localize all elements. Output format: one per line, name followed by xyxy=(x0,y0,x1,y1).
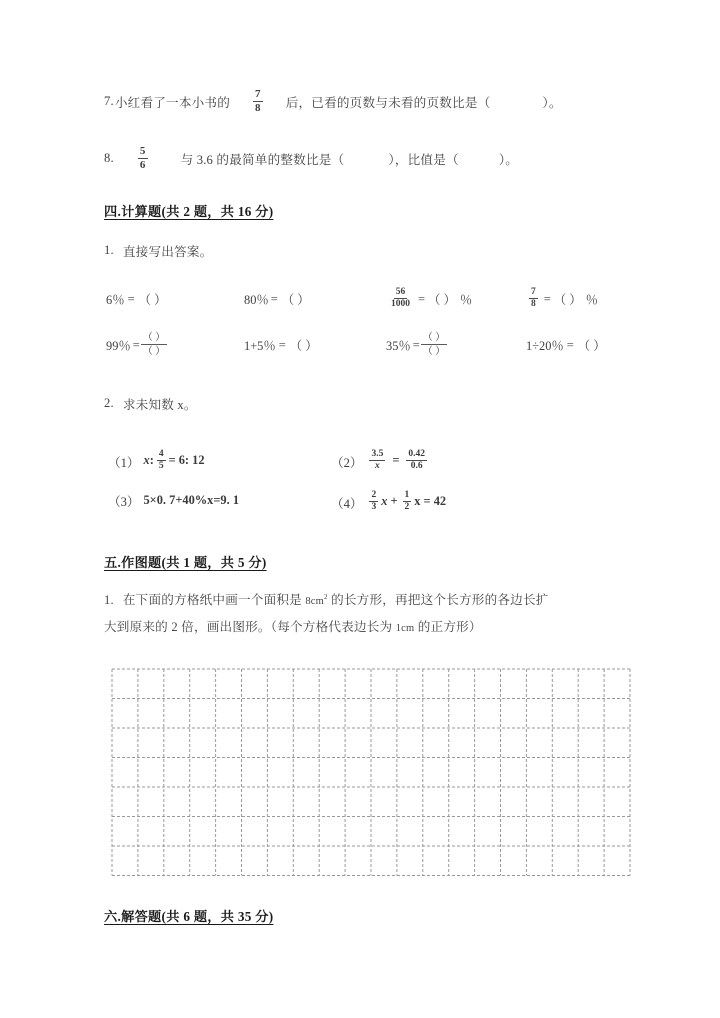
fraction-denominator: 8 xyxy=(531,299,536,309)
grid-svg[interactable] xyxy=(111,668,631,877)
question-7 xyxy=(104,89,562,114)
drawing-question-text-b: 的长方形，再把这个长方形的各边长扩 xyxy=(327,593,549,608)
fraction-numerator: 2 xyxy=(369,491,378,503)
calc-equals: = xyxy=(418,291,425,306)
fraction-5-6 xyxy=(138,146,148,171)
calc-suffix: ％ xyxy=(459,293,473,307)
fraction-2-3 xyxy=(369,491,378,513)
calc-equals: = xyxy=(127,291,135,306)
fraction-4-5 xyxy=(157,450,166,472)
answer-fraction-blank[interactable] xyxy=(141,332,168,358)
equation-4-body xyxy=(366,491,446,513)
subsection-2-text: 求未知数 x。 xyxy=(122,398,197,412)
calc-answer-blank[interactable]: （ ） xyxy=(553,293,582,307)
fraction-numerator: 5 xyxy=(139,144,146,157)
subsection-2-number: 2. xyxy=(104,396,114,410)
calc-answer-blank[interactable]: （ ） xyxy=(577,339,606,353)
ratio-colon: : xyxy=(149,452,154,467)
calc-cell-1plus5pct[interactable] xyxy=(244,336,386,354)
section-heading-six: 六.解答题(共 6 题，共 35 分) xyxy=(104,909,274,924)
equals-sign: = xyxy=(392,452,400,467)
area-value: 8cm xyxy=(305,596,325,608)
fraction-7-8 xyxy=(253,89,263,114)
calc-lhs: 35％ xyxy=(386,339,411,353)
equation-3-body: 5×0. 7+40%x=9. 1 xyxy=(143,493,240,507)
calc-equals: = xyxy=(412,337,420,352)
fraction-denominator: 0.6 xyxy=(410,461,423,471)
calc-equals: = xyxy=(270,291,278,306)
fraction-denominator: x xyxy=(375,461,380,471)
fraction-denominator-blank[interactable]: （ ） xyxy=(422,346,446,357)
subsection-2-label xyxy=(104,394,197,413)
fraction-denominator: 2 xyxy=(404,502,410,512)
equation-2-label: （2） xyxy=(331,455,363,470)
calc-cell-99pct[interactable] xyxy=(106,332,244,358)
fraction-denominator: 8 xyxy=(255,101,261,114)
fraction-0p42-0p6 xyxy=(406,450,427,472)
calc-cell-80pct[interactable] xyxy=(244,290,386,308)
calc-lhs: 6％ xyxy=(106,293,125,307)
equation-2-body xyxy=(366,450,430,472)
equation-3-label: （3） xyxy=(108,495,140,509)
question-8 xyxy=(104,146,518,171)
question-8-number: 8. xyxy=(104,151,114,165)
equation-2 xyxy=(331,450,430,472)
subsection-1-number: 1. xyxy=(104,243,114,257)
calc-equals: = xyxy=(278,337,286,352)
calc-equals: = xyxy=(566,337,574,352)
fraction-denominator: 5 xyxy=(158,461,164,471)
subsection-1-label xyxy=(104,241,212,260)
fraction-numerator-blank[interactable]: （ ） xyxy=(141,332,168,346)
fraction-numerator-blank[interactable]: （ ） xyxy=(421,332,448,346)
calc-lhs: 80％ xyxy=(244,293,269,307)
calc-answer-blank[interactable]: （ ） xyxy=(138,293,167,307)
calc-cell-35pct[interactable] xyxy=(386,332,526,358)
question-8-text-after: 与 3.6 的最简单的整数比是（ xyxy=(180,153,345,167)
fraction-denominator: 6 xyxy=(139,158,146,171)
equation-1 xyxy=(108,450,205,472)
calc-cell-6pct[interactable] xyxy=(106,290,244,308)
calc-lhs: 1÷20％ xyxy=(526,339,564,353)
variable-x: x xyxy=(143,452,150,467)
fraction-numerator: 3.5 xyxy=(369,450,385,462)
calc-cell-56-1000[interactable] xyxy=(386,288,526,310)
fraction-1-2 xyxy=(403,491,412,513)
fraction-denominator: 3 xyxy=(371,502,377,512)
calc-answer-blank[interactable]: （ ） xyxy=(428,293,456,307)
calc-answer-blank[interactable]: （ ） xyxy=(281,293,310,307)
calc-equals: = xyxy=(132,337,140,352)
calc-row-1 xyxy=(106,288,644,310)
question-7-text-end: ）。 xyxy=(542,96,562,110)
equation-4-rhs: x = 42 xyxy=(414,493,447,508)
question-8-text-end: ）。 xyxy=(498,153,519,167)
fraction-56-1000 xyxy=(389,288,412,310)
answer-fraction-blank[interactable] xyxy=(421,332,448,358)
graph-paper-grid[interactable] xyxy=(111,668,629,875)
fraction-denominator-blank[interactable]: （ ） xyxy=(142,346,166,357)
question-7-text-before: 小红看了一本小书的 xyxy=(114,96,231,110)
calc-row-2 xyxy=(106,332,644,358)
question-7-number: 7. xyxy=(104,94,114,108)
drawing-question-number: 1. xyxy=(104,593,114,608)
calc-suffix: ％ xyxy=(585,293,599,307)
equation-3 xyxy=(108,491,239,510)
section-heading-five: 五.作图题(共 1 题，共 5 分) xyxy=(104,555,267,570)
fraction-numerator: 4 xyxy=(157,450,166,462)
length-unit: 1cm xyxy=(395,623,415,634)
variable-x: x xyxy=(381,493,388,508)
section-heading-four: 四.计算题(共 2 题，共 16 分) xyxy=(104,204,274,219)
fraction-numerator: 7 xyxy=(529,288,538,300)
drawing-question-text-a: 在下面的方格纸中画一个面积是 xyxy=(122,593,306,608)
plus-sign: + xyxy=(390,493,398,508)
calc-lhs: 99％ xyxy=(106,339,131,353)
equation-4-label: （4） xyxy=(331,496,363,511)
question-8-text-mid: ），比值是（ xyxy=(388,153,459,167)
fraction-numerator: 7 xyxy=(255,87,261,100)
calc-answer-blank[interactable]: （ ） xyxy=(289,339,318,353)
drawing-question-line-2 xyxy=(104,612,482,644)
calc-cell-1div20pct[interactable] xyxy=(526,336,606,354)
equation-4 xyxy=(331,491,446,513)
fraction-7-8 xyxy=(529,288,538,310)
fraction-numerator: 56 xyxy=(394,288,408,300)
question-7-text-after: 后，已看的页数与未看的页数比是（ xyxy=(285,96,491,110)
equation-1-rhs: = 6: 12 xyxy=(168,452,205,467)
equation-1-label: （1） xyxy=(108,455,140,470)
subsection-1-text: 直接写出答案。 xyxy=(122,245,213,259)
fraction-denominator: 1000 xyxy=(391,299,410,309)
calc-cell-7-8[interactable] xyxy=(526,288,598,310)
fraction-numerator: 1 xyxy=(403,491,412,503)
area-superscript: 2 xyxy=(324,593,328,601)
equation-1-body xyxy=(143,450,204,472)
calc-equals: = xyxy=(543,291,551,306)
drawing-question-text-d: 的正方形） xyxy=(414,620,482,634)
drawing-question-text-c: 大到原来的 2 倍，画出图形。（每个方格代表边长为 xyxy=(104,620,396,634)
calc-lhs: 1+5％ xyxy=(244,339,276,353)
fraction-3p5-x xyxy=(369,450,385,472)
fraction-numerator: 0.42 xyxy=(406,450,427,462)
